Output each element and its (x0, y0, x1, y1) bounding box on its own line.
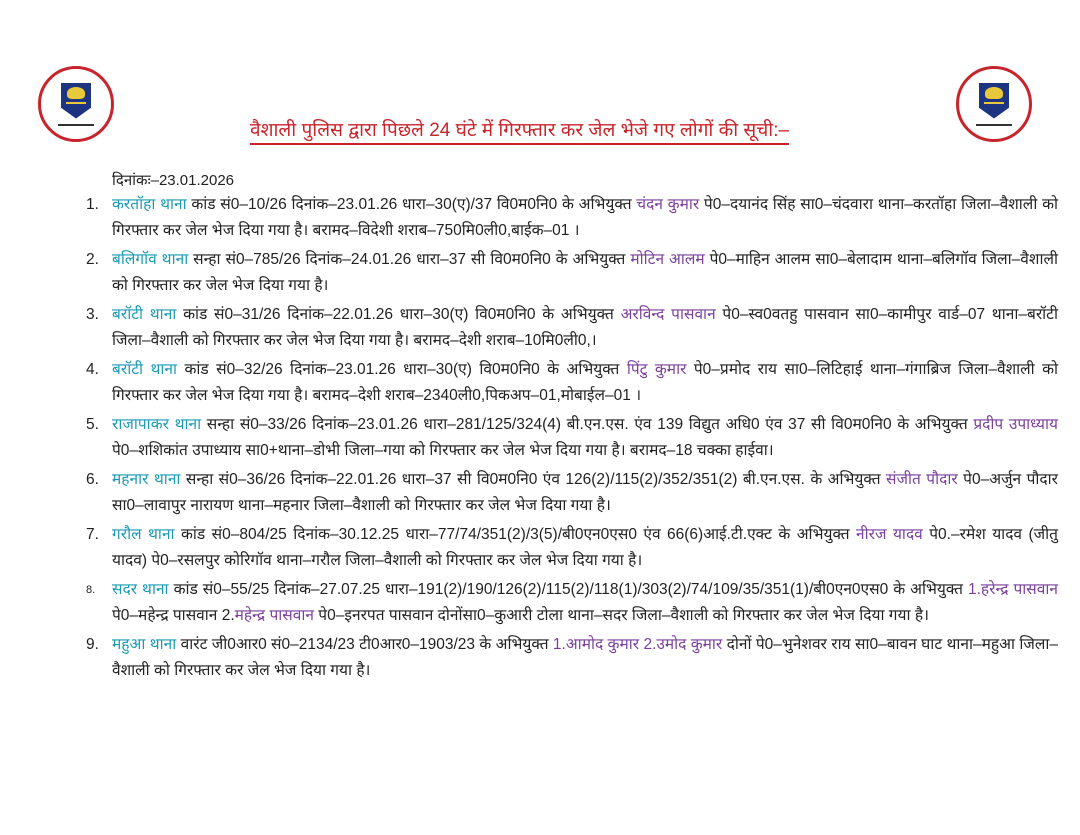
accused-name: मोटिन आलम (630, 251, 705, 268)
case-details: कांड सं0–32/26 दिनांक–23.01.26 धारा–30(ए) वि0म0नि0 के अभियुक्त (177, 361, 627, 378)
accused-name: 1.आमोद कुमार 2.उमोद कुमार (552, 636, 723, 653)
bihar-police-logo-left (38, 66, 114, 142)
police-shield-icon (61, 83, 91, 119)
item-number: 7. (86, 526, 99, 543)
police-station-name: राजापाकर थाना (112, 416, 202, 433)
list-item (86, 357, 1058, 409)
list-item (86, 577, 1058, 629)
accused-name: प्रदीप उपाध्याय (973, 416, 1059, 433)
accused-name: 1.हरेन्द्र पासवान (967, 581, 1059, 598)
list-item (86, 632, 1058, 684)
item-text (112, 247, 1058, 299)
case-details: पे0–माहिन आलम सा0–बेलादाम थाना–बलिगॉव जिला–वैशाली को गिरफ्तार कर जेल भेज दिया गया है। (112, 251, 1059, 294)
police-station-name: बरॉटी थाना (112, 306, 177, 323)
item-text (112, 192, 1058, 244)
case-details: सन्हा सं0–36/26 दिनांक–22.01.26 धारा–37 सी वि0म0नि0 एंव 126(2)/115(2)/352/351(2) बी.एन.एस. के अभियुक्त (180, 471, 887, 488)
accused-name: महेन्द्र पासवान (234, 607, 314, 624)
case-details: पे0–दयानंद सिंह सा0–चंदवारा थाना–करतॉहा जिला–वैशाली को गिरफ्तार कर जेल भेज दिया गया है। बरामद–विदेशी शराब–750मि0ली0,बाईक–01 । (112, 196, 1058, 239)
police-station-name: महुआ थाना (112, 636, 177, 653)
police-station-name: सदर थाना (112, 581, 169, 598)
item-text (112, 577, 1058, 629)
item-number: 5. (86, 416, 99, 433)
item-text (112, 302, 1058, 354)
accused-name: पिंटु कुमार (626, 361, 687, 378)
case-details: पे0.–रमेश यादव (जीतु यादव) पे0–रसलपुर कोरिगॉव थाना–गरौल जिला–वैशाली को गिरफ्तार कर जेल भेज दिया गया है। (112, 526, 1058, 569)
item-text (112, 467, 1058, 519)
list-item (86, 412, 1058, 464)
police-station-name: करतॉहा थाना (112, 196, 187, 213)
case-details: पे0–इनरपत पासवान दोनोंसा0–कुआरी टोला थाना–सदर जिला–वैशाली को गिरफ्तार कर जेल भेज दिया गया है। (314, 607, 929, 624)
item-text (112, 412, 1058, 464)
item-number: 4. (86, 361, 99, 378)
case-details: पे0–प्रमोद राय सा0–लिटिहाई थाना–गंगाब्रिज जिला–वैशाली को गिरफ्तार कर जेल भेज दिया गया है। बरामद–देशी शराब–2340ली0,पिकअप–01,मोबाईल–01 । (112, 361, 1059, 404)
item-number: 3. (86, 306, 99, 323)
report-date: दिनांकः–23.01.2026 (112, 172, 235, 189)
accused-name: नीरज यादव (856, 526, 923, 543)
item-text (112, 522, 1058, 574)
bihar-police-logo-right (956, 66, 1032, 142)
case-details: पे0–स्व0वतहु पासवान सा0–कामीपुर वार्ड–07 थाना–बरॉटी जिला–वैशाली को गिरफ्तार कर जेल भेज दिया गया है। बरामद–देशी शराब–10मि0ली0,। (112, 306, 1058, 349)
list-item (86, 247, 1058, 299)
police-station-name: बलिगॉव थाना (112, 251, 189, 268)
item-text (112, 357, 1058, 409)
case-details: पे0–महेन्द्र पासवान 2. (112, 607, 235, 624)
list-item (86, 302, 1058, 354)
police-station-name: बरॉटी थाना (112, 361, 178, 378)
item-number: 9. (86, 636, 99, 653)
item-number: 8. (86, 584, 96, 596)
list-item (86, 522, 1058, 574)
arrest-list (86, 192, 1058, 687)
item-text (112, 632, 1058, 684)
item-number: 6. (86, 471, 99, 488)
case-details: सन्हा सं0–33/26 दिनांक–23.01.26 धारा–281/125/324(4) बी.एन.एस. एंव 139 विद्युत अधि0 एंव 37 सी वि0म0नि0 के अभियुक्त (201, 416, 974, 433)
case-details: कांड सं0–55/25 दिनांक–27.07.25 धारा–191(2)/190/126(2)/115(2)/118(1)/303(2)/74/109/35/351(1)/बी0एन0एस0 के अभियुक्त (168, 581, 968, 598)
case-details: वारंट जी0आर0 सं0–2134/23 टी0आर0–1903/23 के अभियुक्त (176, 636, 553, 653)
accused-name: संजीत पौदार (886, 471, 958, 488)
accused-name: चंदन कुमार (636, 196, 700, 213)
item-number: 2. (86, 251, 99, 268)
police-station-name: गरौल थाना (112, 526, 175, 543)
case-details: दोनों पे0–भुनेशवर राय सा0–बावन घाट थाना–महुआ जिला–वैशाली को गिरफ्तार कर जेल भेज दिया गया है। (112, 636, 1059, 679)
police-station-name: महनार थाना (112, 471, 181, 488)
case-details: कांड सं0–804/25 दिनांक–30.12.25 धारा–77/74/351(2)/3(5)/बी0एन0एस0 एंव 66(6)आई.टी.एक्ट के अभियुक्त (174, 526, 857, 543)
accused-name: अरविन्द पासवान (620, 306, 716, 323)
case-details: कांड सं0–31/26 दिनांक–22.01.26 धारा–30(ए) वि0म0नि0 के अभियुक्त (176, 306, 621, 323)
item-number: 1. (86, 196, 99, 213)
list-item (86, 467, 1058, 519)
case-details: कांड सं0–10/26 दिनांक–23.01.26 धारा–30(ए)/37 वि0म0नि0 के अभियुक्त (186, 196, 637, 213)
case-details: पे0–शशिकांत उपाध्याय सा0+थाना–डोभी जिला–गया को गिरफ्तार कर जेल भेज दिया गया है। बरामद–18 चक्का हाईवा। (112, 442, 774, 459)
page-title: वैशाली पुलिस द्वारा पिछले 24 घंटे में गिरफ्तार कर जेल भेजे गए लोगों की सूची:– (250, 116, 789, 145)
case-details: सन्हा सं0–785/26 दिनांक–24.01.26 धारा–37 सी वि0म0नि0 के अभियुक्त (188, 251, 631, 268)
police-shield-icon (979, 83, 1009, 119)
list-item (86, 192, 1058, 244)
case-details: पे0–अर्जुन पौदार सा0–लावापुर नारायण थाना–महनार जिला–वैशाली को गिरफ्तार कर जेल भेज दिया गया है। (112, 471, 1058, 514)
